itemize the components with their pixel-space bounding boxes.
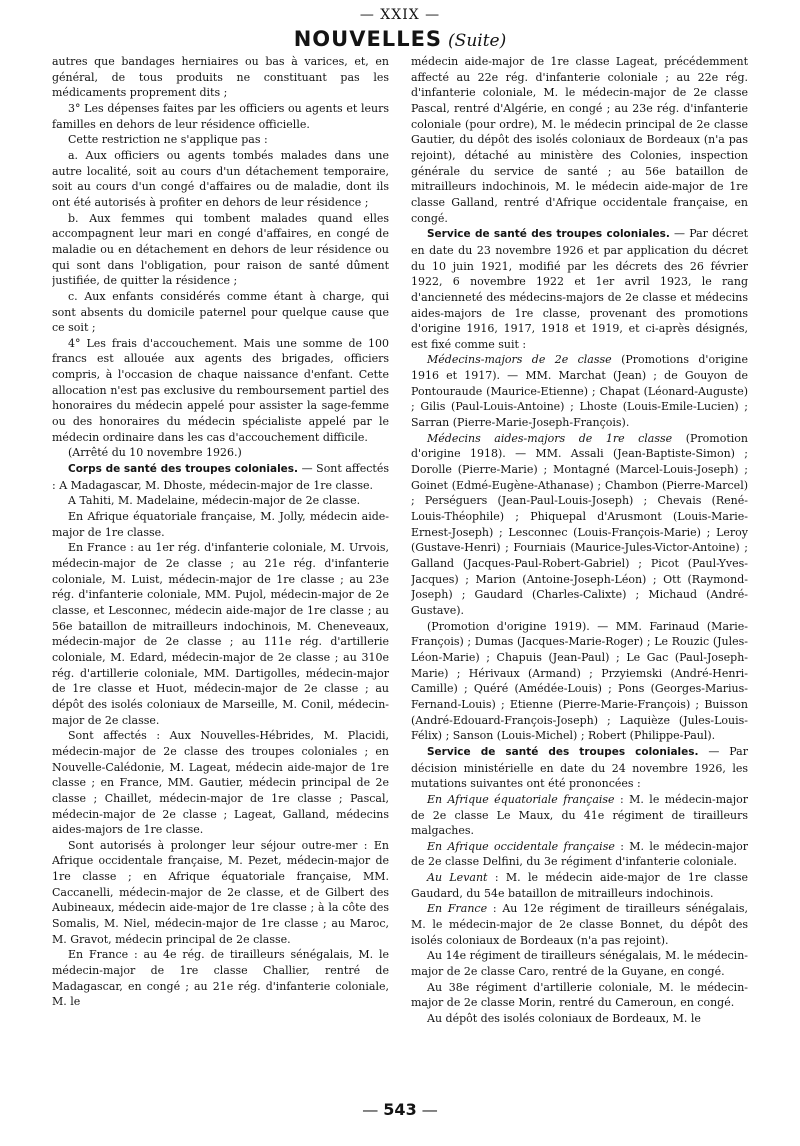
paragraph: autres que bandages herniaires ou bas à varices, et, en général, de tous produits ne constituant pas les médicaments proprement dits ;	[52, 55, 389, 100]
rank-group-label: Médecins aides-majors de 1re classe	[427, 431, 673, 445]
mutation-paragraph	[411, 839, 748, 870]
paragraph: a. Aux officiers ou agents tombés malades dans une autre localité, soit au cours d'un détachement temporaire, soit au cours d'un congé d'affaires ou de maladie, dont ils ont été autorisés à profiter en dehors de leur résidence ;	[52, 148, 389, 209]
section-title: NOUVELLES	[293, 27, 443, 51]
paragraph: (Promotion d'origine 1919). — MM. Farinaud (Marie-François) ; Dumas (Jacques-Marie-Roger) ; Le Rouzic (Jules-Léon-Marie) ; Chapuis (Jean-Paul) ; Le Gac (Paul-Joseph-Marie) ; Hérivaux (Armand) ; Przyiemski (André-Henri-Camille) ; Quéré (Amédée-Louis) ; Pons (Georges-Marius-Fernand-Louis) ; Etienne (Pierre-Marie-François) ; Buisson (André-Edouard-François-Joseph) ; Laquièze (Jules-Louis-Félix) ; Sanson (Louis-Michel) ; Robert (Philippe-Paul).	[411, 619, 748, 743]
left-column	[52, 54, 389, 1096]
running-head	[52, 26, 748, 54]
section-text: — Par décision ministérielle en date du 24 novembre 1926, les mutations suivantes ont été prononcées :	[411, 744, 748, 791]
paragraph: A Tahiti, M. Madelaine, médecin-major de 2e classe.	[68, 494, 361, 508]
right-column	[411, 54, 748, 1096]
roman-folio: — XXIX —	[359, 7, 441, 23]
paragraph: c. Aux enfants considérés comme étant à charge, qui sont absents du domicile paternel pour quelque cause que ce soit ;	[52, 289, 389, 335]
paragraph: 4° Les frais d'accouchement. Mais une somme de 100 francs est allouée aux agents des brigades, officiers compris, à l'occasion de chaque naissance d'enfant. Cette allocation n'est pas exclusive du remboursement partiel des honoraires du médecin appelé pour assister la sage-femme ou des honoraires du médecin spécialiste appelé par le médecin ordinaire dans les cas d'accouchement difficile.	[52, 336, 389, 444]
rank-group-paragraph	[411, 352, 748, 430]
section-title-suite: (Suite)	[448, 31, 507, 51]
paragraph: b. Aux femmes qui tombent malades quand elles accompagnent leur mari en congé d'affaires, en congé de maladie ou en détachement en dehors de leur résidence ou qui sont dans l'obligation, pour raison de santé dûment justifiée, de quitter la résidence ;	[52, 211, 389, 288]
paragraph: Sont autorisés à prolonger leur séjour outre-mer : En Afrique occidentale française, M. Pezet, médecin-major de 1re classe ; en Afrique équatoriale française, MM. Caccanelli, médecin-major de 2e classe, et de Gilbert des Aubineaux, médecin aide-major de 1re classe ; à la côte des Somalis, M. Niel, médecin-major de 1re classe ; au Maroc, M. Gravot, médecin principal de 2e classe.	[52, 838, 389, 946]
section-paragraph	[52, 461, 389, 493]
section-heading: Service de santé des troupes coloniales.	[427, 228, 670, 241]
section-heading: Corps de santé des troupes coloniales.	[68, 463, 299, 476]
section-heading: Service de santé des troupes coloniales.	[427, 745, 699, 758]
folio-dash-left: —	[362, 1100, 379, 1119]
section-text: — Sont affectés : A Madagascar, M. Dhoste, médecin-major de 1re classe.	[52, 462, 389, 492]
mutation-paragraph	[411, 792, 748, 839]
mutation-text: : M. le médecin-major de 2e classe Delfini, du 3e régiment d'infanterie coloniale.	[411, 839, 748, 869]
section-paragraph	[411, 744, 748, 792]
decree-date: (Arrêté du 10 novembre 1926.)	[68, 446, 242, 460]
mutation-paragraph	[411, 870, 748, 901]
paragraph: Cette restriction ne s'applique pas :	[68, 133, 268, 147]
mutation-text: : Au 12e régiment de tirailleurs sénégalais, M. le médecin-major de 2e classe Bonnet, du dépôt des isolés coloniaux de Bordeaux (n'a pas rejoint).	[411, 902, 748, 947]
folio-dash-right: —	[421, 1100, 438, 1119]
two-column-body	[52, 54, 748, 1096]
mutation-label: Au Levant	[427, 871, 488, 885]
section-paragraph	[411, 226, 748, 352]
paragraph: Sont affectés : Aux Nouvelles-Hébrides, M. Placidi, médecin-major de 2e classe des troupes coloniales ; en Nouvelle-Calédonie, M. Lageat, médecin aide-major de 1re classe ; en France, MM. Gautier, médecin principal de 2e classe ; Chaillet, médecin-major de 1re classe ; Pascal, médecin-major de 2e classe ; Lageat, Galland, médecins aides-majors de 1re classe.	[52, 729, 389, 837]
mutation-label: En Afrique équatoriale française	[427, 792, 615, 806]
page-folio	[52, 1098, 748, 1122]
mutation-text: : M. le médecin-major de 2e classe Le Maux, du 41e régiment de tirailleurs malgaches.	[411, 792, 748, 838]
section-text: — Par décret en date du 23 novembre 1926 et par application du décret du 10 juin 1921, modifié par les décrets des 26 février 1922, 6 novembre 1922 et 1er avril 1923, le rang d'ancienneté des médecins-majors de 2e classe et médecins aides-majors de 1re classe, provenant des promotions d'origine 1916, 1917, 1918 et 1919, et ci-après désignés, est fixé comme suit :	[411, 227, 748, 351]
rank-group-label: Médecins-majors de 2e classe	[427, 353, 612, 367]
rank-group-text: (Promotions d'origine 1916 et 1917). — MM. Marchat (Jean) ; de Gouyon de Pontouraude (Maurice-Etienne) ; Chapat (Léonard-Auguste) ; Gilis (Paul-Louis-Antoine) ; Lhoste (Louis-Emile-Lucien) ; Sarran (Pierre-Marie-Joseph-François).	[411, 353, 748, 430]
paragraph: Au 14e régiment de tirailleurs sénégalais, M. le médecin-major de 2e classe Caro, rentré de la Guyane, en congé.	[411, 949, 748, 979]
mutation-paragraph	[411, 901, 748, 948]
mutation-text: : M. le médecin aide-major de 1re classe Gaudard, du 54e bataillon de mitrailleurs indochinois.	[411, 871, 748, 900]
paragraph: 3° Les dépenses faites par les officiers ou agents et leurs familles en dehors de leur résidence officielle.	[52, 101, 389, 131]
paragraph: En France : au 4e rég. de tirailleurs sénégalais, M. le médecin-major de 1re classe Challier, rentré de Madagascar, en congé ; au 21e rég. d'infanterie coloniale, M. le	[52, 948, 389, 1009]
paragraph: médecin aide-major de 1re classe Lageat, précédemment affecté au 22e rég. d'infanterie coloniale ; au 22e rég. d'infanterie coloniale, M. le médecin-major de 2e classe Pascal, rentré d'Algérie, en congé ; au 23e rég. d'infanterie coloniale (pour ordre), M. le médecin principal de 2e classe Gautier, du dépôt des isolés coloniaux de Bordeaux (n'a pas rejoint), détaché au ministère des Colonies, inspection générale du service de santé ; au 56e bataillon de mitrailleurs indochinois, M. le médecin aide-major de 1re classe Galland, rentré d'Afrique occidentale française, en congé.	[411, 55, 748, 225]
mutation-label: En Afrique occidentale française	[427, 839, 615, 853]
rank-group-paragraph	[411, 431, 748, 619]
paragraph: En France : au 1er rég. d'infanterie coloniale, M. Urvois, médecin-major de 2e classe ; au 21e rég. d'infanterie coloniale, M. Luist, médecin-major de 1re classe ; au 23e rég. d'infanterie coloniale, MM. Pujol, médecin-major de 2e classe, et Lesconnec, médecin aide-major de 1re classe ; au 56e bataillon de mitrailleurs indochinois, M. Cheneveaux, médecin-major de 2e classe ; au 111e rég. d'artillerie coloniale, M. Edard, médecin-major de 2e classe ; au 310e rég. d'artillerie coloniale, MM. Dartigolles, médecin-major de 1re classe et Huot, médecin-major de 2e classe ; au dépôt des isolés coloniaux de Marseille, M. Conil, médecin-major de 2e classe.	[52, 541, 389, 727]
paragraph: Au dépôt des isolés coloniaux de Bordeaux, M. le	[427, 1012, 701, 1026]
paragraph: En Afrique équatoriale française, M. Jolly, médecin aide-major de 1re classe.	[52, 510, 389, 539]
page-number: 543	[383, 1100, 417, 1119]
rank-group-text: (Promotion d'origine 1918). — MM. Assali (Jean-Baptiste-Simon) ; Dorolle (Pierre-Marie) ; Montagné (Marcel-Louis-Joseph) ; Goinet (Edmé-Eugène-Athanase) ; Chambon (Pierre-Marcel) ; Perséguers (Jean-Paul-Louis-Joseph) ; Chevais (René-Louis-Théophile) ; Phiquepal d'Arusmont (Louis-Marie-Ernest-Joseph) ; Lesconnec (Louis-François-Marie) ; Leroy (Gustave-Henri) ; Fourniais (Maurice-Jules-Victor-Antoine) ; Galland (Jacques-Paul-Robert-Gabriel) ; Picot (Paul-Yves-Jacques) ; Marion (Antoine-Joseph-Léon) ; Ott (Raymond-Joseph) ; Gaudard (Charles-Calixte) ; Michaud (André-Gustave).	[411, 431, 748, 617]
paragraph: Au 38e régiment d'artillerie coloniale, M. le médecin-major de 2e classe Morin, rentré du Cameroun, en congé.	[411, 980, 748, 1010]
mutation-label: En France	[427, 902, 488, 916]
